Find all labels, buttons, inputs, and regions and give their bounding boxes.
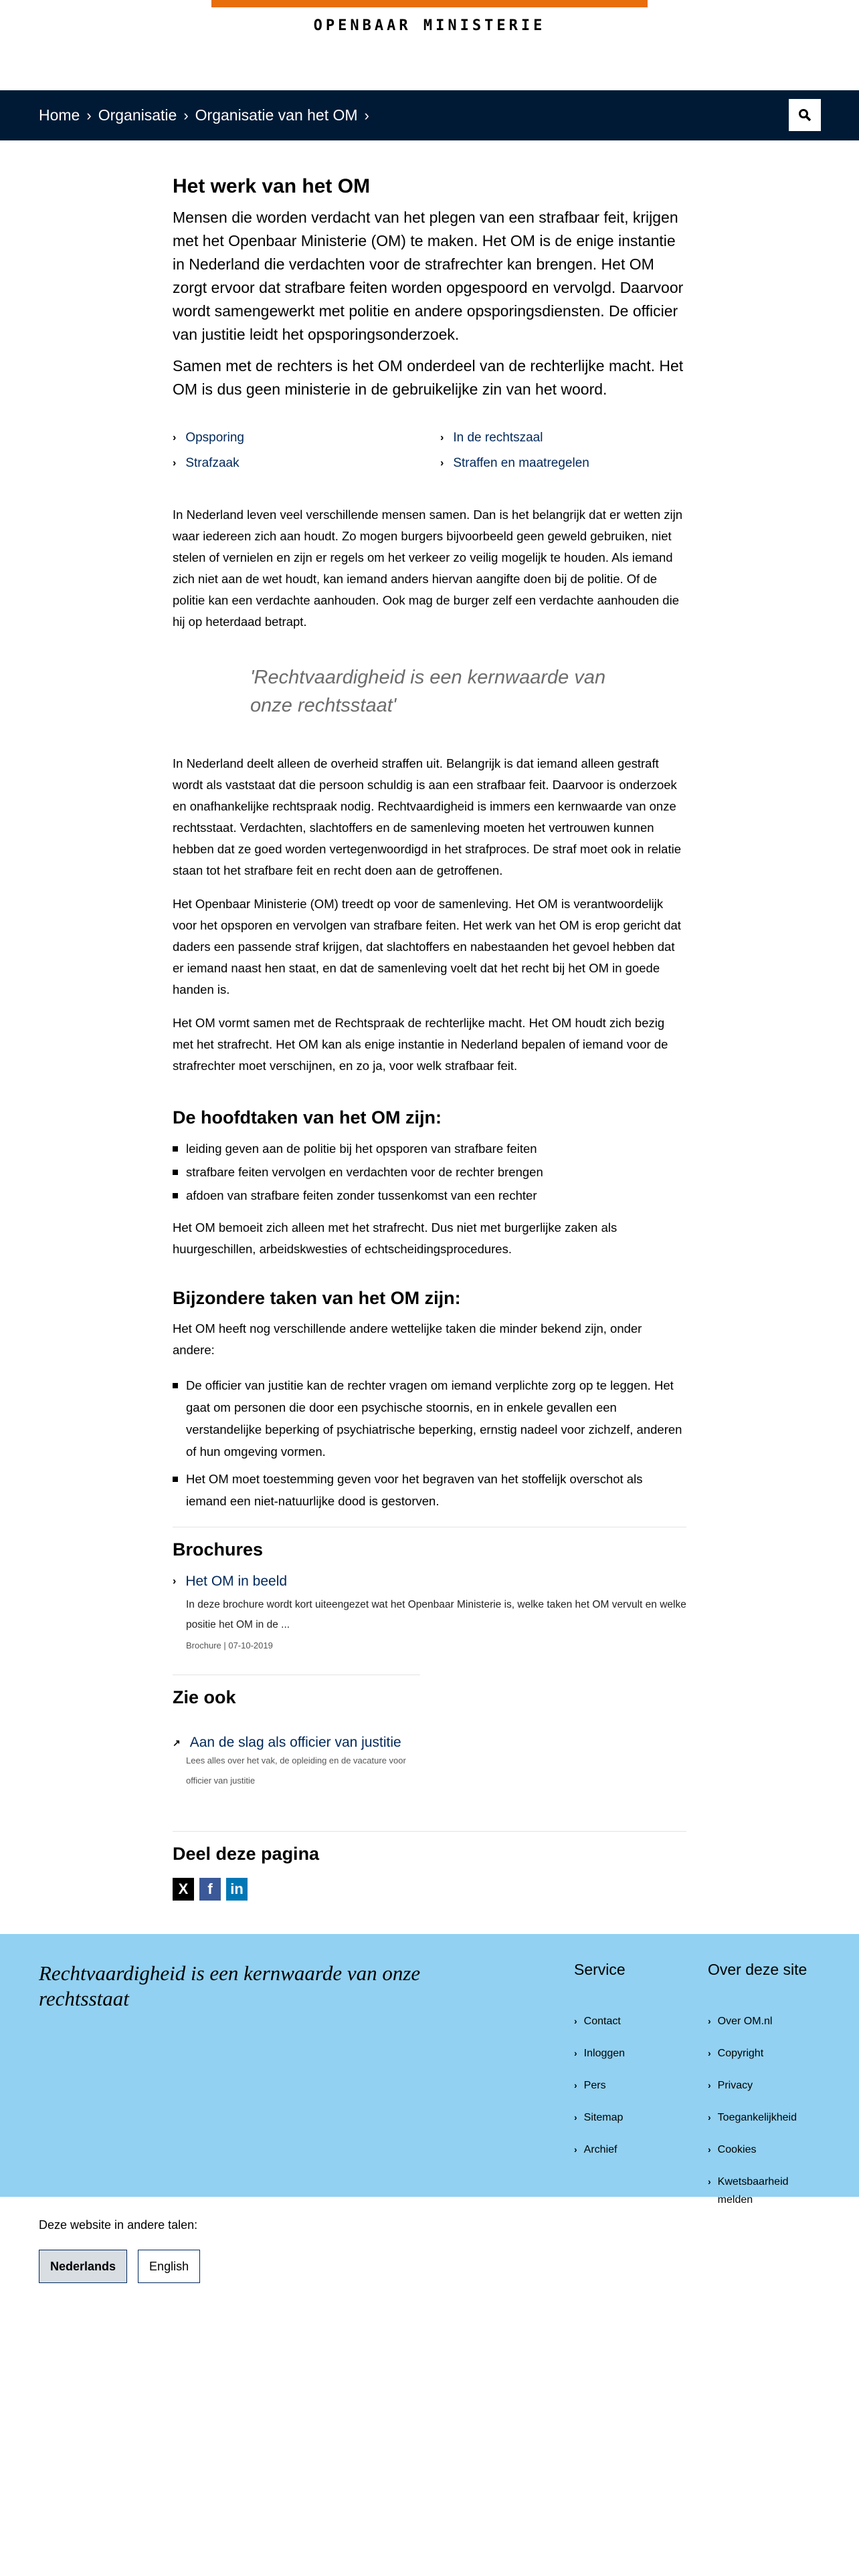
language-switcher: [39, 2197, 859, 2283]
chevron-right-icon: ›: [708, 2048, 711, 2058]
breadcrumb-home[interactable]: Home: [39, 106, 80, 124]
footer: [0, 1934, 859, 2206]
linkedin-share-icon[interactable]: in: [226, 1878, 248, 1901]
chevron-right-icon: ›: [574, 2080, 577, 2090]
intro-paragraph: Mensen die worden verdacht van het plegen van een strafbaar feit, krijgen met het Openbaar Ministerie (OM) te maken. Het OM is de enige instantie in Nederland die verdachten voor de strafrechter kan brengen. Het OM zorgt ervoor dat strafbare feiten worden opgespoord en vervolgd. Daarvoor wordt samengewerkt met politie en andere opsporingsdiensten. De officier van justitie leidt het opsporingsonderzoek.: [173, 209, 684, 343]
chevron-right-icon: ›: [574, 2048, 577, 2058]
footer-link-over[interactable]: [708, 2012, 828, 2030]
chevron-right-icon: ›: [173, 457, 177, 469]
footer-link-label: Cookies: [717, 2144, 757, 2155]
chevron-right-icon: ›: [708, 2016, 711, 2026]
list-item: afdoen van strafbare feiten zonder tussenkomst van een rechter: [173, 1184, 686, 1206]
page-title: Het werk van het OM: [173, 175, 371, 197]
chevron-right-icon: ›: [173, 432, 177, 443]
link-rechtszaal[interactable]: [440, 431, 686, 445]
footer-link-label: Sitemap: [583, 2112, 624, 2123]
chevron-right-icon: ›: [708, 2080, 711, 2090]
chevron-right-icon: ›: [440, 457, 444, 469]
footer-link-privacy[interactable]: [708, 2076, 828, 2095]
link-label: In de rechtszaal: [453, 431, 543, 445]
footer-link-label: Copyright: [717, 2048, 764, 2059]
share-heading: Deel deze pagina: [173, 1844, 320, 1864]
search-icon: [798, 108, 812, 122]
brochures-heading: Brochures: [173, 1539, 264, 1560]
link-label: Opsporing: [185, 431, 244, 445]
footer-link-copyright[interactable]: [708, 2044, 828, 2062]
footer-link-label: Over OM.nl: [717, 2016, 773, 2027]
chevron-right-icon: ›: [574, 2112, 577, 2123]
intro-paragraph: Samen met de rechters is het OM onderdeel van de rechterlijke macht. Het OM is dus geen ministerie in de gebruikelijke zin van het woord.: [173, 357, 684, 398]
footer-heading: Over deze site: [708, 1961, 807, 1978]
footer-link-label: Kwetsbaarheid melden: [717, 2176, 789, 2206]
brochure-meta: Brochure | 07-10-2019: [186, 1640, 273, 1650]
body-paragraph: In Nederland leven veel verschillende mensen samen. Dan is het belangrijk dat er wetten zijn waar iedereen zich aan houdt. Zo mogen burgers bijvoorbeeld geen geweld gebruiken, niet stelen of vernielen en zijn er regels om het verkeer zo veilig mogelijk te houden. Als iemand zich niet aan de wet houdt, kan iemand anders hiervan aangifte doen bij de politie. Of de politie kan een verdachte aanhouden. Ook mag de burger zelf een verdachte aanhouden die hij op heterdaad betrapt.: [173, 508, 683, 629]
link-straffen[interactable]: [440, 456, 686, 471]
chevron-right-icon: ›: [708, 2112, 711, 2123]
link-label: Strafzaak: [185, 456, 240, 470]
footer-link-inloggen[interactable]: [574, 2044, 626, 2062]
body-paragraph: Het OM heeft nog verschillende andere wettelijke taken die minder bekend zijn, onder andere:: [173, 1321, 642, 1357]
chevron-right-icon: ›: [708, 2176, 711, 2187]
chevron-right-icon: ›: [574, 2144, 577, 2155]
footer-link-label: Privacy: [717, 2080, 753, 2091]
brochure-title: Het OM in beeld: [185, 1574, 288, 1589]
body-paragraph: Het OM vormt samen met de Rechtspraak de rechterlijke macht. Het OM houdt zich bezig met het strafrecht. Het OM kan als enige instantie in Nederland bepalen of iemand voor de strafrechter moet verschijnen, en zo ja, voor welk strafbaar feit.: [173, 1016, 668, 1073]
brochure-description: In deze brochure wordt kort uiteengezet wat het Openbaar Ministerie is, welke taken het OM vervult en welke positie het OM in de ...: [186, 1599, 686, 1630]
list-item: Het OM moet toestemming geven voor het begraven van het stoffelijk overschot als iemand een niet-natuurlijke dood is gestorven.: [173, 1468, 686, 1512]
breadcrumb-organisatie-om[interactable]: Organisatie van het OM: [195, 106, 358, 124]
breadcrumb-organisatie[interactable]: Organisatie: [98, 106, 177, 124]
hoofdtaken-list: [173, 1138, 686, 1206]
footer-heading: Service: [574, 1961, 626, 1978]
footer-link-pers[interactable]: [574, 2076, 626, 2095]
divider: [173, 1831, 686, 1832]
footer-service: [574, 1961, 626, 2173]
x-share-icon[interactable]: X: [173, 1878, 194, 1901]
language-label: Deze website in andere talen:: [39, 2218, 198, 2232]
footer-link-contact[interactable]: [574, 2012, 626, 2030]
body-paragraph: Het OM bemoeit zich alleen met het strafrecht. Dus niet met burgerlijke zaken als huurgeschillen, arbeidskwesties of echtscheidingsprocedures.: [173, 1220, 617, 1256]
chevron-right-icon: ›: [708, 2144, 711, 2155]
list-item: De officier van justitie kan de rechter vragen om iemand verplichte zorg op te leggen. Het gaat om personen die door een psychische stoornis, en in enkele gevallen een verstandelijke beperking of psychiatrische beperking, ernstig nadeel voor zichzelf, anderen of hun omgeving vormen.: [173, 1374, 686, 1463]
footer-link-label: Contact: [583, 2016, 621, 2027]
footer-link-label: Toegankelijkheid: [717, 2112, 797, 2123]
footer-link-label: Pers: [583, 2080, 606, 2091]
footer-link-label: Archief: [583, 2144, 617, 2155]
footer-link-archief[interactable]: [574, 2141, 626, 2159]
chevron-right-icon: ›: [364, 106, 369, 124]
body-paragraph: Het Openbaar Ministerie (OM) treedt op voor de samenleving. Het OM is verantwoordelijk voor het opsporen en vervolgen van strafbare feiten. Het werk van het OM is erop gericht dat daders een passende straf krijgen, dat slachtoffers en nabestaanden het gevoel hebben dat er iemand naast hen staat, en dat de samenleving voelt dat het recht bij het OM in goede handen is.: [173, 897, 681, 996]
link-label: Straffen en maatregelen: [453, 456, 589, 470]
chevron-right-icon: ›: [574, 2016, 577, 2026]
chevron-right-icon: ›: [440, 432, 444, 443]
chevron-right-icon: ›: [173, 1576, 177, 1587]
footer-link-cookies[interactable]: [708, 2141, 828, 2159]
chevron-right-icon: ›: [183, 106, 189, 124]
share-buttons: [173, 1878, 686, 1901]
bijzondere-list: [173, 1374, 686, 1512]
heading-hoofdtaken: De hoofdtaken van het OM zijn:: [173, 1107, 442, 1128]
zie-ook-title: Aan de slag als officier van justitie: [189, 1735, 401, 1750]
list-item: strafbare feiten vervolgen en verdachten voor de rechter brengen: [173, 1161, 686, 1183]
link-strafzaak[interactable]: [173, 456, 440, 471]
pull-quote: 'Rechtvaardigheid is een kernwaarde van onze rechtsstaat': [250, 667, 606, 716]
language-english[interactable]: English: [138, 2250, 200, 2283]
brochure-link[interactable]: [173, 1574, 686, 1590]
chevron-right-icon: ›: [86, 106, 92, 124]
zie-ook-link[interactable]: [173, 1735, 420, 1751]
footer-link-sitemap[interactable]: [574, 2109, 626, 2127]
footer-link-label: Inloggen: [583, 2048, 626, 2059]
main-content: [173, 0, 686, 1901]
body-paragraph: In Nederland deelt alleen de overheid straffen uit. Belangrijk is dat iemand alleen gestraft wordt als vaststaat dat die persoon schuldig is aan een strafbaar feit. Daarvoor is onderzoek en onafhankelijke rechtspraak nodig. Rechtvaardigheid is immers een kernwaarde van onze rechtsstaat. Verdachten, slachtoffers en de samenleving moeten het vertrouwen kunnen hebben dat ze goed worden vertegenwoordigd in het strafproces. De straf moet ook in relatie staan tot het strafbare feit en recht doen aan de getroffenen.: [173, 756, 681, 877]
logo[interactable]: OPENBAAR MINISTERIE: [313, 17, 546, 34]
language-nederlands[interactable]: Nederlands: [39, 2250, 127, 2283]
heading-bijzondere: Bijzondere taken van het OM zijn:: [173, 1288, 461, 1308]
facebook-share-icon[interactable]: f: [199, 1878, 221, 1901]
zie-ook-description: Lees alles over het vak, de opleiding en de vacature voor officier van justitie: [186, 1755, 406, 1786]
link-opsporing[interactable]: [173, 431, 440, 445]
external-arrow-icon: ↗: [173, 1737, 181, 1748]
topic-links: [173, 431, 686, 471]
search-button[interactable]: [789, 99, 821, 131]
footer-link-toegankelijkheid[interactable]: [708, 2109, 828, 2127]
footer-over-site: [708, 1961, 828, 2223]
list-item: leiding geven aan de politie bij het opsporen van strafbare feiten: [173, 1138, 686, 1160]
zie-ook-heading: Zie ook: [173, 1687, 236, 1707]
footer-quote: Rechtvaardigheid is een kernwaarde van onze rechtsstaat: [39, 1961, 421, 2010]
